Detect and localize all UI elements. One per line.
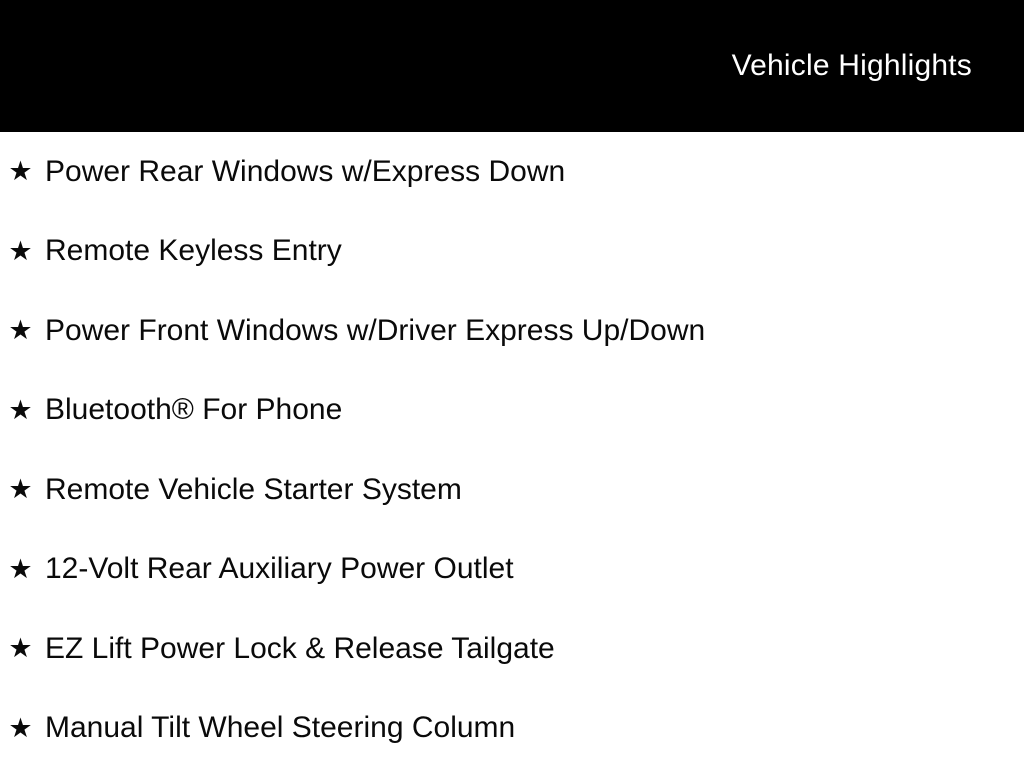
list-item	[0, 371, 1024, 451]
feature-label: Power Front Windows w/Driver Express Up/Down	[45, 313, 706, 347]
star-icon: ★	[8, 394, 33, 425]
list-item	[0, 212, 1024, 292]
star-icon: ★	[8, 315, 33, 346]
header	[0, 0, 1024, 132]
star-icon: ★	[8, 235, 33, 266]
vehicle-highlights-list	[0, 132, 1024, 768]
feature-label: Power Rear Windows w/Express Down	[45, 154, 566, 188]
star-icon: ★	[8, 712, 33, 743]
list-item	[0, 291, 1024, 371]
list-item	[0, 530, 1024, 610]
feature-label: Remote Keyless Entry	[45, 234, 342, 267]
feature-label: Bluetooth® For Phone	[45, 393, 343, 426]
star-icon: ★	[8, 553, 33, 584]
list-item	[0, 132, 1024, 212]
star-icon: ★	[8, 633, 33, 664]
feature-label: 12-Volt Rear Auxiliary Power Outlet	[45, 552, 514, 585]
page-title: Vehicle Highlights	[731, 49, 972, 82]
star-icon: ★	[8, 156, 33, 187]
star-icon: ★	[8, 474, 33, 505]
list-item	[0, 689, 1024, 768]
feature-label: EZ Lift Power Lock & Release Tailgate	[45, 631, 555, 665]
feature-label: Remote Vehicle Starter System	[45, 472, 462, 506]
list-item	[0, 609, 1024, 689]
feature-label: Manual Tilt Wheel Steering Column	[45, 711, 516, 744]
list-item	[0, 450, 1024, 530]
